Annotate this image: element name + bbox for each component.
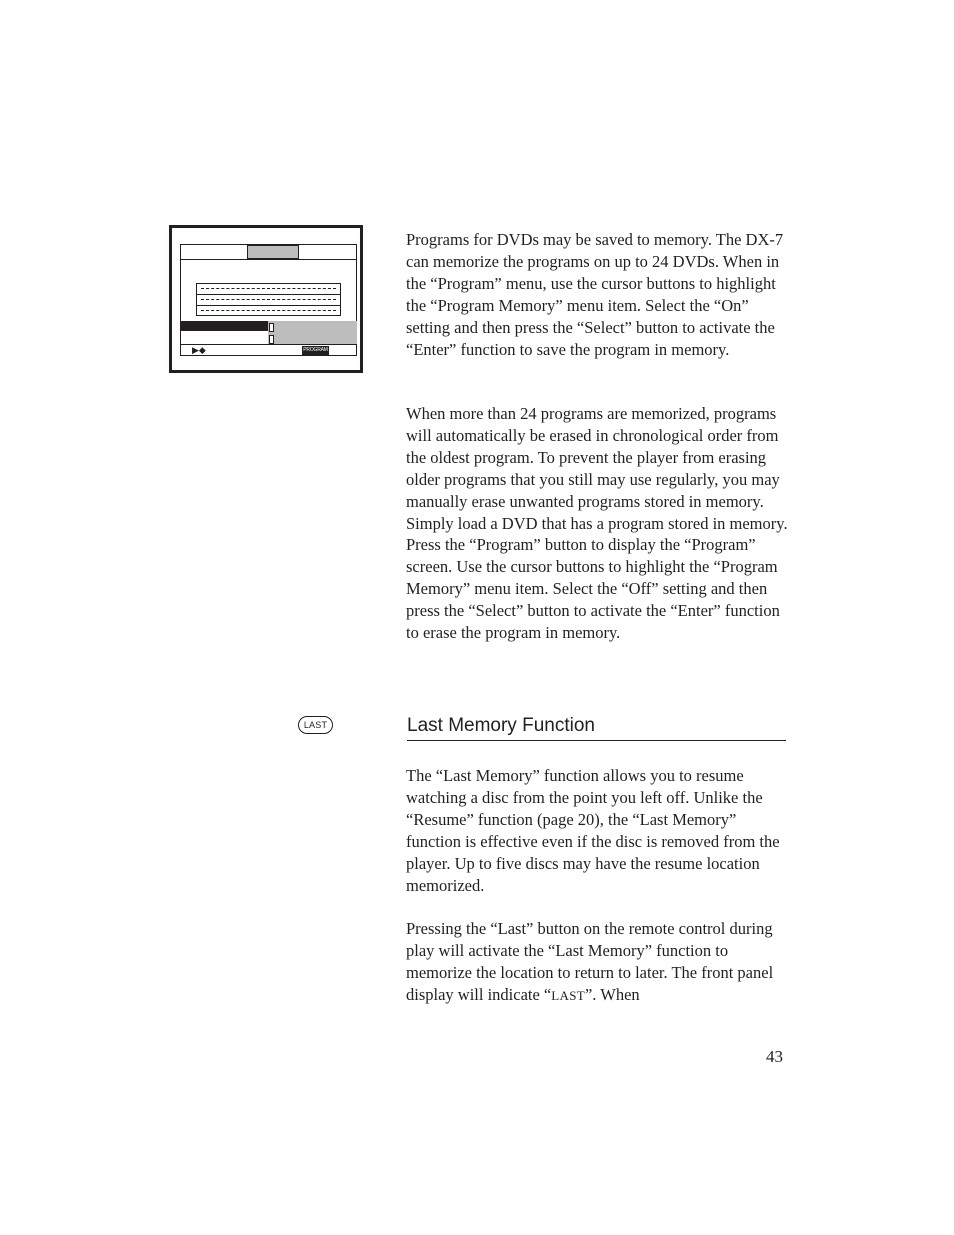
setting-marker bbox=[269, 335, 274, 344]
paragraph-last-button bbox=[406, 918, 788, 1007]
menu-divider bbox=[181, 259, 356, 260]
setting-highlight bbox=[268, 321, 357, 344]
highlighted-menu-item bbox=[181, 321, 268, 331]
setting-marker bbox=[269, 323, 274, 332]
grid-row bbox=[201, 310, 336, 311]
program-badge: PROGRAM bbox=[303, 347, 328, 353]
paragraph-text: Pressing the “Last” button on the remote control during play will activate the “Last Memory” function to memorize the location to return to later. The front panel display will indicate “ bbox=[406, 919, 774, 1004]
paragraph-last-memory-intro: The “Last Memory” function allows you to resume watching a disc from the point you left off. Unlike the “Resume” function (page 20), the “Last Memory” function is effective even if the disc is removed from the player. Up to five discs may have the resume location memorized. bbox=[406, 766, 780, 895]
program-menu-screen-illustration bbox=[169, 225, 363, 373]
screen-frame bbox=[180, 244, 357, 356]
section-heading: Last Memory Function bbox=[407, 713, 786, 741]
last-button-icon: LAST bbox=[298, 716, 333, 734]
paragraph-program-memory: Programs for DVDs may be saved to memory. The DX-7 can memorize the programs on up to 24 DVDs. When in the “Program” menu, use the cursor buttons to highlight the “Program Memory” menu item. Select the “On” setting and then press the “Select” button to activate the “Enter” function to save the program in memory. bbox=[406, 230, 784, 359]
grid-line bbox=[197, 305, 340, 306]
grid-row bbox=[201, 288, 336, 289]
page-number: 43 bbox=[766, 1047, 783, 1066]
paragraph-erase-programs: When more than 24 programs are memorized, programs will automatically be erased in chronological order from the oldest program. To prevent the player from erasing older programs that you still may use regularly, you may manually erase unwanted programs stored in memory. Simply load a DVD that has a program stored in memory. Press the “Program” button to display the “Program” screen. Use the cursor buttons to highlight the “Program Memory” menu item. Select the “Off” setting and then press the “Select” button to activate the “Enter” function to erase the program in memory. bbox=[406, 404, 788, 643]
grid-line bbox=[197, 294, 340, 295]
program-grid bbox=[196, 283, 341, 316]
display-code: LAST bbox=[551, 987, 585, 1003]
grid-row bbox=[201, 299, 336, 300]
menu-tab bbox=[247, 245, 299, 259]
dvd-icon: ▶◆ bbox=[192, 346, 206, 356]
status-divider bbox=[181, 344, 356, 345]
paragraph-text: ”. When bbox=[584, 984, 640, 1004]
